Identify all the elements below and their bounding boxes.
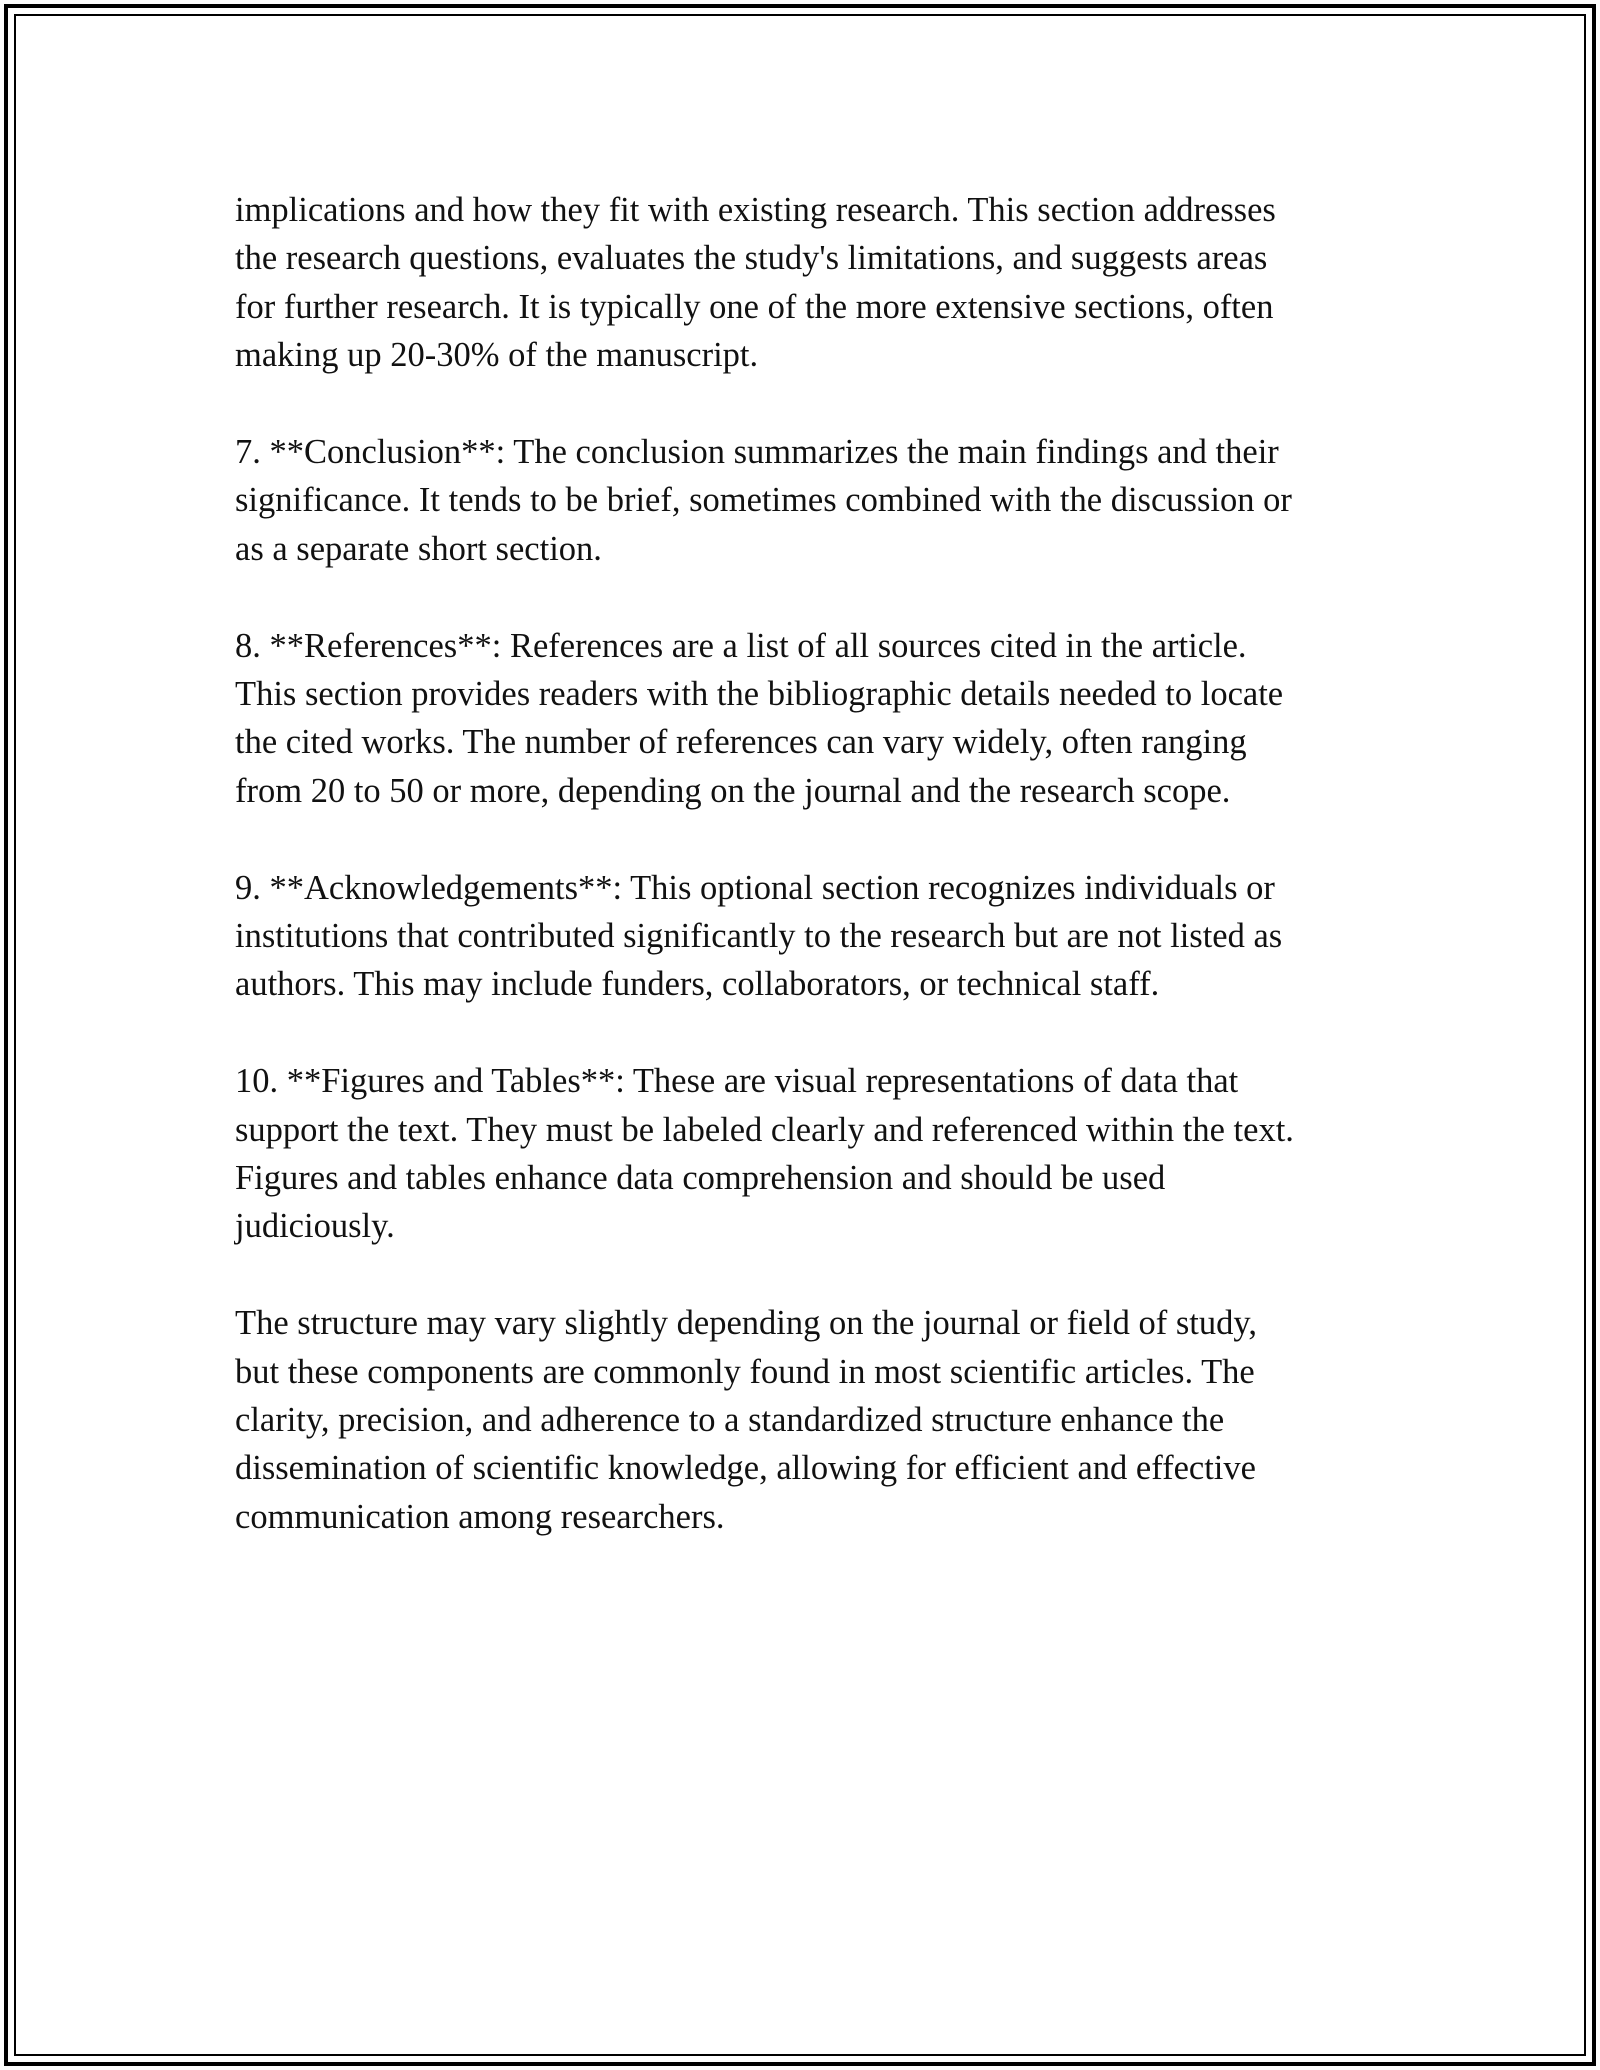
paragraph-references: 8. **References**: References are a list of all sources cited in the article. This section provides readers with the bibliographic details needed to locate the cited works. The number of references can vary widely, often ranging from 20 to 50 or more, depending on the journal and the research scope. [235, 626, 1284, 810]
paragraph-closing-summary: The structure may vary slightly depending on the journal or field of study, but these components are commonly found in most scientific articles. The clarity, precision, and adherence to a standardized structure enhance the dissemination of scientific knowledge, allowing for efficient and effective communication among researchers. [235, 1304, 1257, 1536]
document-body [235, 186, 1365, 1590]
paragraph-figures-and-tables: 10. **Figures and Tables**: These are visual representations of data that support the text. They must be labeled clearly and referenced within the text. Figures and tables enhance data comprehension and should be used judiciously. [235, 1062, 1294, 1246]
paragraph-conclusion: 7. **Conclusion**: The conclusion summarizes the main findings and their significance. It tends to be brief, sometimes combined with the discussion or as a separate short section. [235, 433, 1292, 568]
paragraph-discussion-continued: implications and how they fit with existing research. This section addresses the research questions, evaluates the study's limitations, and suggests areas for further research. It is typically one of the more extensive sections, often making up 20-30% of the manuscript. [235, 191, 1276, 375]
paragraph-acknowledgements: 9. **Acknowledgements**: This optional section recognizes individuals or institutions that contributed significantly to the research but are not listed as authors. This may include funders, collaborators, or technical staff. [235, 868, 1283, 1004]
